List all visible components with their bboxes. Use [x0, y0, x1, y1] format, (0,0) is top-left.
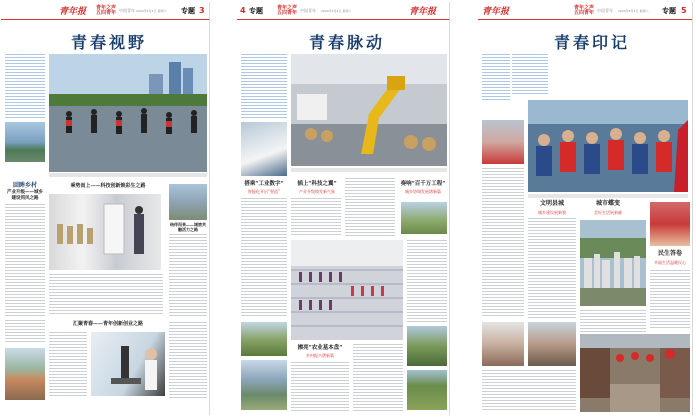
article-sub-2: 产业升级焕发新气象: [299, 189, 335, 194]
article-body-1: [528, 218, 576, 318]
article-sub-1: 城乡建设展新貌: [538, 210, 566, 215]
page-number: 3: [199, 6, 205, 15]
riverside-photo: [5, 122, 45, 162]
article-body-0: [482, 168, 524, 318]
skating-photo-art: [49, 54, 207, 172]
date-line: 2024年5月4日 星期六: [618, 8, 649, 13]
article-body-3: [407, 240, 447, 322]
article-body-4: [482, 370, 576, 410]
tagline: 中国青年: [119, 7, 135, 13]
robot-arm-photo: [291, 54, 447, 166]
photo-caption: [49, 173, 207, 177]
worker-photo: [241, 122, 287, 176]
skating-photo: [49, 54, 207, 172]
article-headline-1: 产业升级——城乡建设同风之路: [7, 190, 43, 201]
page-number: 4: [240, 6, 246, 15]
article-body-2: [49, 274, 163, 316]
article-body-2: [291, 198, 341, 236]
article-sub-3: 幸福生活温暖民心: [654, 260, 686, 265]
article-body-1: [241, 198, 287, 318]
article-sub-3: 城乡协调发展谱新篇: [405, 189, 441, 194]
masthead-logo: 青年报: [59, 7, 87, 17]
intro-text-a: [482, 54, 510, 102]
article-headline-1: 文明县城: [539, 200, 564, 207]
marathon-photo: [528, 100, 688, 192]
article-body-1: [5, 204, 45, 316]
article-headline-3: 民生答卷: [657, 250, 682, 257]
page-title: 青春视野: [71, 33, 148, 52]
article-lead: 回眸乡村: [12, 182, 37, 189]
farm-photo: [407, 326, 447, 366]
page-header: [237, 2, 449, 20]
microscope-photo: [91, 332, 165, 396]
article-body-3: [169, 234, 207, 318]
article-body-2b: [345, 178, 395, 236]
tagline: 中国青年: [300, 7, 316, 13]
lab-photo: [49, 194, 161, 270]
newspaper-page-3: [478, 2, 693, 415]
article-body-4a: [5, 320, 45, 344]
article-headline-2: 乘势而上——科技创新焕彩生之路: [70, 183, 146, 189]
article-sub-1: 智能化开启“智造”: [247, 189, 281, 194]
city-aerial-photo: [580, 220, 646, 306]
page-title: 青春脉动: [309, 33, 386, 52]
article-headline-4: 擦亮“农业基本盘”: [297, 345, 343, 351]
robot-arm-art: [291, 54, 447, 166]
page-number: 5: [681, 6, 687, 15]
community-photo-a: [482, 322, 524, 366]
textile-art: [291, 240, 403, 340]
lab-photo-art: [49, 194, 161, 270]
section-label: 专题: [662, 6, 676, 15]
city-aerial-art: [580, 220, 646, 306]
festival-photo: [650, 202, 690, 246]
brand-small: 青年之声 五四青年: [277, 4, 298, 16]
street-photo: [580, 334, 690, 412]
textile-photo: [291, 240, 403, 340]
article-body-4b: [49, 332, 87, 398]
intro-text: [241, 54, 287, 118]
river-town-photo: [5, 348, 45, 400]
article-body-4: [291, 362, 349, 412]
intro-text-b: [512, 54, 548, 94]
article-headline-4: 汇聚青春——青年创新创业之路: [72, 321, 143, 327]
marathon-art: [528, 100, 688, 192]
bridge-photo: [241, 360, 287, 410]
village-photo: [401, 202, 447, 234]
page-title: 青春印记: [554, 33, 631, 52]
date-line: 2024年5月4日 星期六: [321, 8, 352, 13]
parade-photo: [482, 120, 524, 164]
masthead-logo: 青年报: [409, 7, 437, 17]
intro-text: [5, 54, 45, 118]
article-body-4b: [353, 344, 403, 412]
article-headline-2: 城市蝶变: [595, 200, 620, 207]
section-label: 专题: [249, 6, 263, 15]
article-headline-1: 搭乘“工业数字”: [244, 181, 284, 187]
article-body-4c: [169, 322, 207, 398]
field-photo-small: [241, 322, 287, 356]
street-art: [580, 334, 690, 412]
brand-small: 青年之声 五四青年: [96, 4, 117, 16]
photo-caption: [291, 168, 447, 172]
page-header: [478, 2, 692, 20]
brand-small: 青年之声 五四青年: [574, 4, 595, 16]
article-headline-2: 插上“科技之翼”: [297, 181, 337, 187]
article-sub-4: 乡村振兴谱新篇: [306, 353, 334, 358]
orchard-photo: [407, 370, 447, 410]
article-headline-3: 结伴而来——城旅共融活力之路: [170, 222, 206, 232]
masthead-logo: 青年报: [482, 7, 510, 17]
community-photo-b: [528, 322, 576, 366]
article-headline-3: 奏响“百千万工程”: [400, 181, 446, 187]
article-body-3: [650, 270, 690, 328]
tagline: 中国青年: [597, 7, 613, 13]
microscope-art: [91, 332, 165, 396]
photo-caption: [528, 194, 688, 198]
newspaper-page-1: [1, 2, 210, 415]
article-sub-2: 美好生活展新颜: [594, 210, 622, 215]
section-label: 专题: [181, 6, 195, 15]
article-body-2: [580, 310, 646, 332]
page-header: [1, 2, 209, 20]
newspaper-page-2: [237, 2, 450, 415]
date-line: 2024年5月4日 星期六: [136, 8, 167, 13]
factory-photo-small: [169, 184, 207, 220]
